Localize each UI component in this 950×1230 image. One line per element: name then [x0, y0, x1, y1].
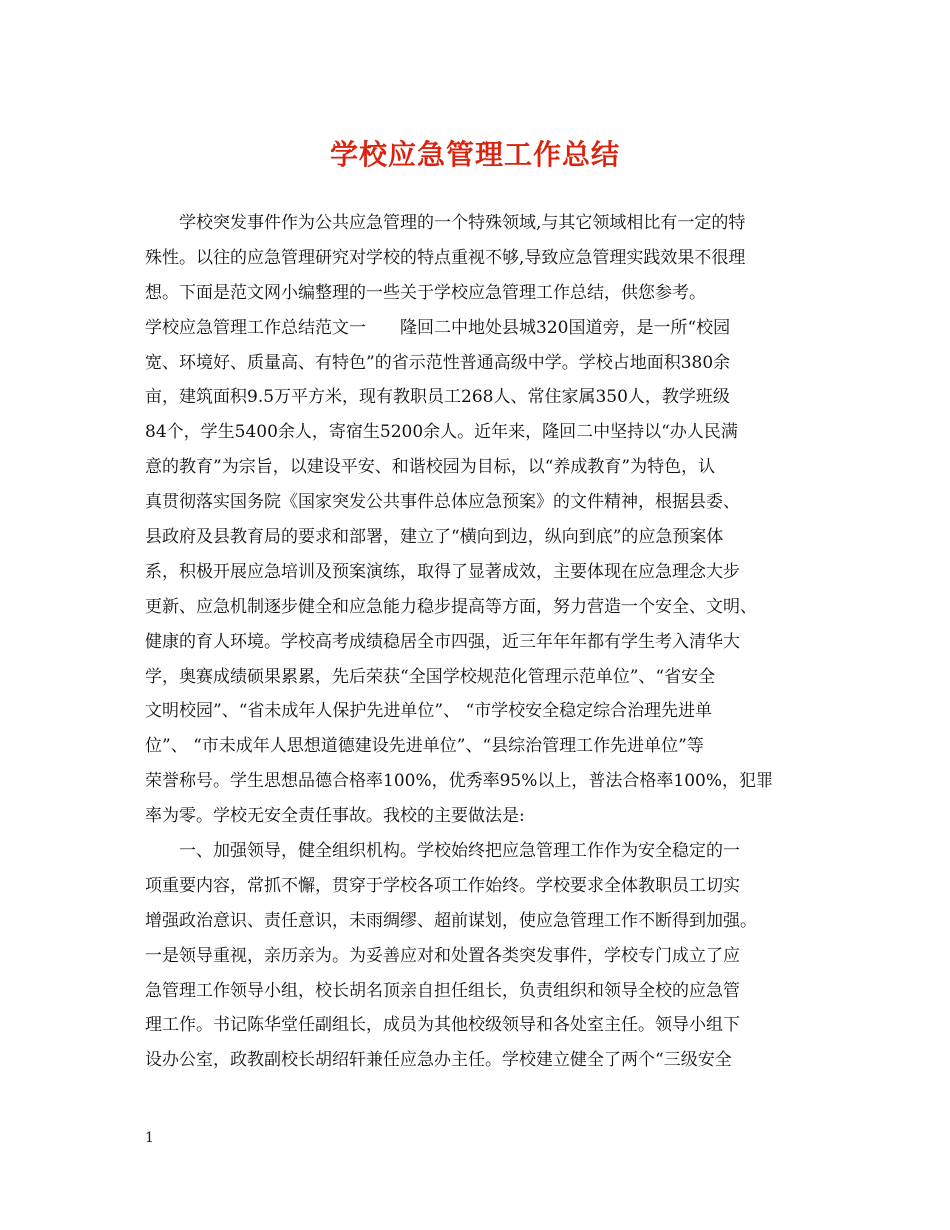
text-line: 增强政治意识、责任意识，未雨绸缪、超前谋划，使应急管理工作不断得到加强。	[145, 910, 757, 931]
text-line: 理工作。书记陈华堂任副组长，成员为其他校级领导和各处室主任。领导小组下	[145, 1015, 740, 1036]
text-line: 更新、应急机制逐步健全和应急能力稳步提高等方面，努力营造一个安全、文明、	[145, 596, 757, 617]
text-line: 学校突发事件作为公共应急管理的一个特殊领域,与其它领域相比有一定的特	[145, 213, 746, 233]
text-line: 一、加强领导，健全组织机构。学校始终把应急管理工作作为安全稳定的一	[145, 841, 740, 862]
text-line: 想。下面是范文网小编整理的一些关于学校应急管理工作总结，供您参考。	[145, 282, 706, 303]
text-line: 学校应急管理工作总结范文一 隆回二中地处县城320国道旁，是一所“校园	[145, 317, 731, 338]
text-line: 84个，学生5400余人，寄宿生5200余人。近年来，隆回二中坚持以“办人民满	[145, 422, 738, 443]
text-line: 文明校园”、“省未成年人保护先进单位”、 “市学校安全稳定综合治理先进单	[145, 701, 713, 722]
text-line: 宽、环境好、质量高、有特色”的省示范性普通高级中学。学校占地面积380余	[145, 352, 731, 373]
text-line: 意的教育”为宗旨，以建设平安、和谐校园为目标，以“养成教育”为特色，认	[145, 457, 716, 478]
text-line: 设办公室，政教副校长胡绍轩兼任应急办主任。学校建立健全了两个“三级安全	[145, 1050, 732, 1071]
text-line: 率为零。学校无安全责任事故。我校的主要做法是:	[145, 806, 525, 827]
text-line: 荣誉称号。学生思想品德合格率100%，优秀率95%以上，普法合格率100%，犯罪	[145, 771, 773, 792]
page-number: 1	[145, 1130, 154, 1146]
text-line: 殊性。以往的应急管理研究对学校的特点重视不够,导致应急管理实践效果不很理	[145, 247, 746, 268]
text-line: 项重要内容，常抓不懈，贯穿于学校各项工作始终。学校要求全体教职员工切实	[145, 875, 740, 896]
text-line: 一是领导重视，亲历亲为。为妥善应对和处置各类突发事件，学校专门成立了应	[145, 945, 740, 966]
text-line: 亩，建筑面积9.5万平方米，现有教职员工268人、常住家属350人，教学班级	[145, 387, 730, 408]
text-line: 系，积极开展应急培训及预案演练，取得了显著成效，主要体现在应急理念大步	[145, 561, 740, 582]
text-line: 位”、 “市未成年人思想道德建设先进单位”、“县综治管理工作先进单位”等	[145, 736, 704, 757]
document-title: 学校应急管理工作总结	[329, 138, 620, 171]
text-line: 健康的育人环境。学校高考成绩稳居全市四强，近三年年年都有学生考入清华大	[145, 631, 740, 652]
text-line: 急管理工作领导小组，校长胡名顶亲自担任组长，负责组织和领导全校的应急管	[145, 980, 740, 1001]
document-body	[145, 206, 810, 1078]
text-line: 真贯彻落实国务院《国家突发公共事件总体应急预案》的文件精神，根据县委、	[145, 492, 740, 513]
text-line: 学，奥赛成绩硕果累累，先后荣获“全国学校规范化管理示范单位”、“省安全	[145, 666, 716, 687]
text-line: 县政府及县教育局的要求和部署，建立了“横向到边，纵向到底”的应急预案体	[145, 527, 724, 548]
